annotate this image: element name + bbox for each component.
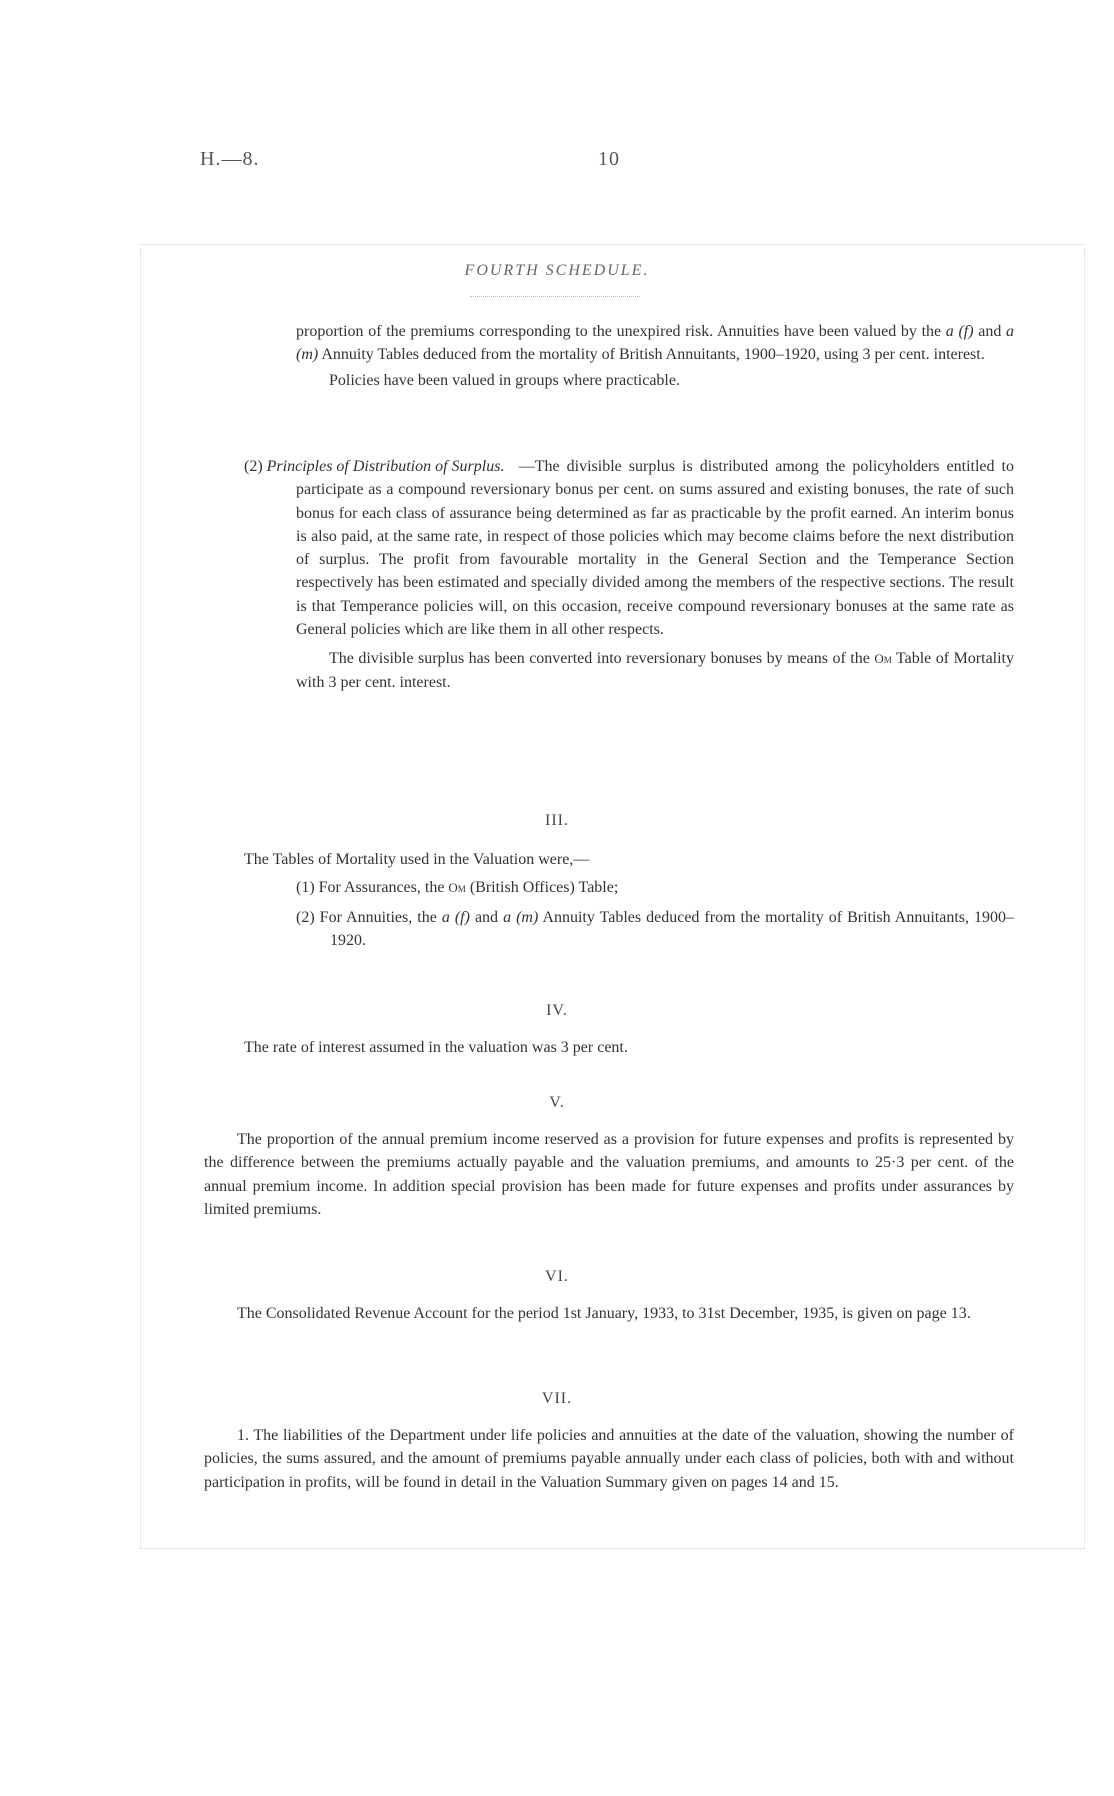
- item-1-end: (British Offices) Table;: [469, 879, 619, 896]
- item-1-start: (1) For Assurances, the: [296, 879, 445, 896]
- intro-text-start: proportion of the premiums corresponding to the unexpired risk. Annuities have been valued by the: [296, 323, 942, 340]
- section-VII-title: VII.: [541, 1390, 573, 1407]
- section-2-text: —The divisible surplus is distributed among the policyholders entitled to participate as a compound reversionary bonus per cent. on sums assured and existing bonuses, the rate of such bonus for each class of assurance being determined as far as practicable by the profit earned. An interim bonus is also paid, at the same rate, in respect of those policies which may become claims before the next distribution of surplus. The profit from favourable mortality in the General Section and the Temperance Section respectively has been estimated and specially divided among the members of the respective sections. The result is that Temperance policies will, on this occasion, receive compound reversionary bonuses at the same rate as General policies which are like them in all other respects.: [296, 458, 1015, 639]
- section-2-para-2: [296, 647, 1014, 694]
- intro-and: and: [978, 323, 1002, 340]
- intro-groups-line: Policies have been valued in groups where practicable.: [329, 371, 680, 389]
- frame-bottom-rule: [140, 1548, 1085, 1549]
- item-2-end: Annuity Tables deduced from the mortality of British Annuitants, 1900–1920.: [330, 909, 1014, 950]
- item-2-start: (2) For Annuities, the: [296, 909, 437, 926]
- section-2-para-2-start: The divisible surplus has been converted into reversionary bonuses by means of the: [329, 650, 870, 668]
- intro-text-end: Annuity Tables deduced from the mortality of British Annuitants, 1900–1920, using 3 per cent. interest.: [321, 346, 985, 364]
- section-III-intro: The Tables of Mortality used in the Valuation were,—: [244, 851, 590, 868]
- section-III-title: III.: [545, 812, 569, 829]
- item-2-and: and: [474, 909, 499, 926]
- document-code: H.—8.: [200, 148, 260, 170]
- frame-right-rule: [1084, 248, 1085, 1548]
- intro-paragraph: [296, 320, 1014, 392]
- om-table-ref: Om: [874, 651, 892, 667]
- section-VII-text: 1. The liabilities of the Department under life policies and annuities at the date of the valuation, showing the number of policies, the sums assured, and the amount of premiums payable annually under each class of policies, both with and without participation in profits, will be found in detail in the Valuation Summary given on pages 14 and 15.: [204, 1427, 1014, 1491]
- section-VI-title: VI.: [545, 1268, 569, 1285]
- section-III-item-1: [296, 876, 1014, 899]
- section-V-title: V.: [549, 1094, 565, 1111]
- schedule-title: FOURTH SCHEDULE.: [464, 262, 650, 279]
- section-III-item-2: [296, 906, 1014, 953]
- item-2-am: a (m): [503, 909, 539, 926]
- section-2-heading: Principles of Distribution of Surplus.: [266, 458, 505, 475]
- section-VI-text: The Consolidated Revenue Account for the period 1st January, 1933, to 31st December, 1935, is given on page 13.: [237, 1305, 971, 1322]
- annuity-table-af: a (f): [945, 323, 974, 340]
- frame-left-rule: [140, 248, 141, 1548]
- section-IV-title: IV.: [546, 1002, 568, 1019]
- section-IV-text: The rate of interest assumed in the valuation was 3 per cent.: [244, 1039, 628, 1056]
- frame-top-rule: [140, 244, 1085, 245]
- section-2-number: (2): [244, 458, 263, 475]
- schedule-title-rule: [470, 296, 640, 297]
- page-number: 10: [598, 148, 620, 170]
- item-2-af: a (f): [441, 909, 470, 926]
- section-2-para-2-end: Table of Mortality with 3 per cent. interest.: [296, 650, 1015, 691]
- section-V-text: The proportion of the annual premium income reserved as a provision for future expenses and profits is represented by the difference between the premiums actually payable and the valuation premiums, and amounts to 25·3 per cent. of the annual premium income. In addition special provision has been made for future expenses and profits under assurances by limited premiums.: [204, 1131, 1014, 1218]
- section-2-body: [296, 455, 1014, 694]
- item-1-om: Om: [448, 880, 466, 895]
- annuity-table-am: a (m): [296, 323, 1015, 364]
